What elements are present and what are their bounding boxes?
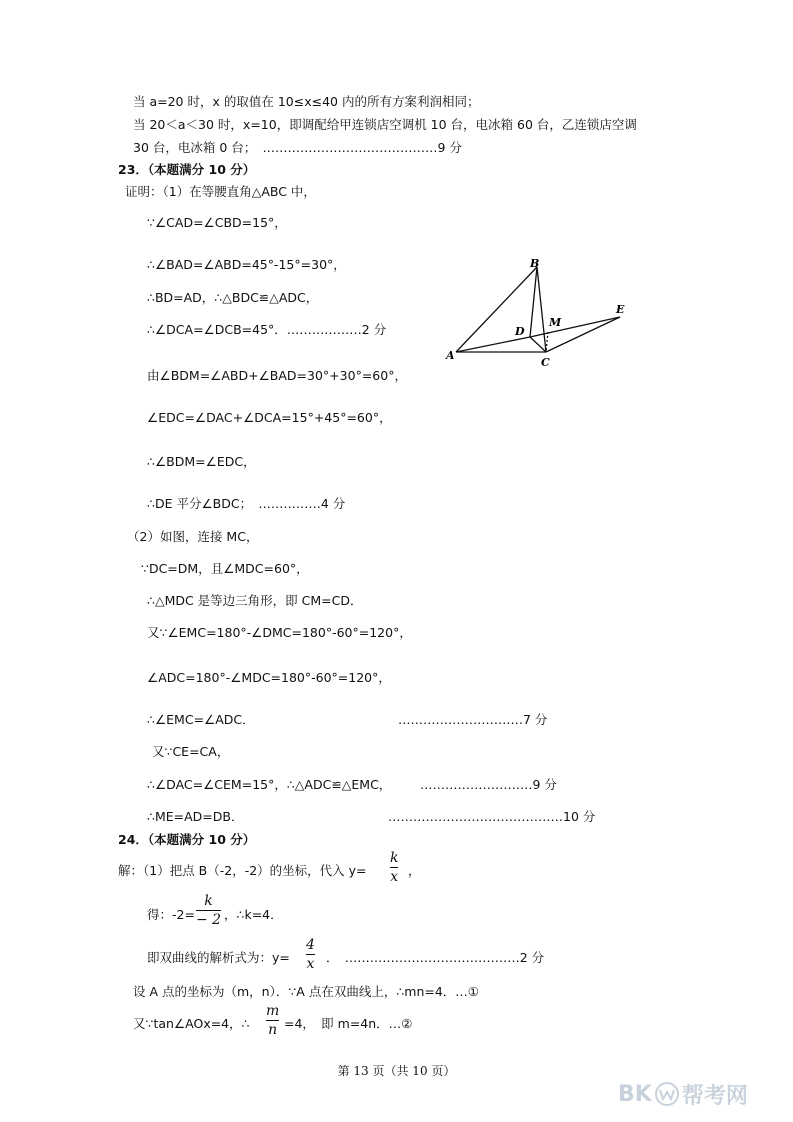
text-line: 即双曲线的解析式为：y= <box>147 950 290 965</box>
text-line: ∠EDC=∠DAC+∠DCA=15°+45°=60°， <box>147 410 392 425</box>
text-line: ∴∠BAD=∠ABD=45°-15°=30°， <box>147 257 346 272</box>
text-line: ∵∠CAD=∠CBD=15°， <box>147 215 287 230</box>
text-line: 证明：（1）在等腰直角△ABC 中， <box>125 184 316 199</box>
fraction-m-over-n: m n <box>266 1003 280 1038</box>
label-a: A <box>446 349 455 362</box>
text-line: 30 台，电冰箱 0 台； ……………………………………9 分 <box>133 140 462 155</box>
watermark-logo: BK 帮考网 <box>618 1081 748 1109</box>
text-line: 当 a=20 时，x 的取值在 10≤x≤40 内的所有方案利润相同； <box>133 94 480 109</box>
text-line: 得：-2= <box>147 907 195 922</box>
score-mark: …………………………7 分 <box>398 712 548 727</box>
text-line: ∴∠EMC=∠ADC． <box>147 712 255 727</box>
score-mark: ………………………9 分 <box>420 777 557 792</box>
score-mark: ……………………………………10 分 <box>388 809 596 824</box>
page-footer: 第 13 页（共 10 页） <box>337 1064 456 1078</box>
text-line: 又∵CE=CA， <box>152 744 230 759</box>
text-line: =4， 即 m=4n．…② <box>284 1016 413 1031</box>
label-e: E <box>616 303 625 316</box>
segment-ab <box>456 267 537 352</box>
text-line: 设 A 点的坐标为（m，n）．∵A 点在双曲线上，∴mn=4．…① <box>133 984 480 999</box>
watermark-w-icon <box>654 1082 680 1106</box>
text-line: ∠ADC=180°-∠MDC=180°-60°=120°， <box>147 670 391 685</box>
fraction-4-over-x: 4 x <box>306 937 315 972</box>
text-line: ，∴k=4． <box>224 907 283 922</box>
text-line: 由∠BDM=∠ABD+∠BAD=30°+30°=60°， <box>147 368 407 383</box>
segment-ad <box>456 337 530 352</box>
fraction-k-over-x: k x <box>390 850 399 885</box>
geometry-figure <box>440 255 640 375</box>
text-line: （2）如图，连接 MC， <box>127 529 259 544</box>
label-d: D <box>515 325 525 338</box>
text-line: ∴ME=AD=DB． <box>147 809 244 824</box>
label-b: B <box>530 257 540 270</box>
text-line: ． ……………………………………2 分 <box>326 950 545 965</box>
label-m: M <box>549 316 562 329</box>
question-23-heading: 23．（本题满分 10 分） <box>118 162 256 177</box>
segment-mc <box>546 332 548 352</box>
text-line: 当 20＜a＜30 时，x=10，即调配给甲连锁店空调机 10 台，电冰箱 60 台，乙连锁店空调 <box>133 117 637 132</box>
text-line: ∴DE 平分∠BDC； ……………4 分 <box>147 496 346 511</box>
text-line: 又∵∠EMC=180°-∠DMC=180°-60°=120°， <box>147 625 412 640</box>
label-c: C <box>541 356 550 369</box>
text-line: ∴∠DCA=∠DCB=45°．………………2 分 <box>147 322 387 337</box>
segment-bc <box>537 267 546 352</box>
segment-dc <box>530 337 546 352</box>
text-line: 又∵tan∠AOx=4，∴ <box>133 1016 250 1031</box>
text-line: ∴△MDC 是等边三角形，即 CM=CD． <box>147 593 363 608</box>
text-line: 解：（1）把点 B（-2，-2）的坐标，代入 y= <box>118 863 367 878</box>
text-line: ， <box>408 863 421 878</box>
question-24-heading: 24．（本题满分 10 分） <box>118 832 256 847</box>
fraction-k-over-minus-2: k − 2 <box>196 893 222 928</box>
text-line: ∴BD=AD，∴△BDC≌△ADC， <box>147 290 319 305</box>
segment-bd <box>530 267 537 337</box>
text-line: ∴∠DAC=∠CEM=15°，∴△ADC≌△EMC， <box>147 777 392 792</box>
text-line: ∵DC=DM，且∠MDC=60°， <box>141 561 309 576</box>
text-line: ∴∠BDM=∠EDC， <box>147 454 256 469</box>
